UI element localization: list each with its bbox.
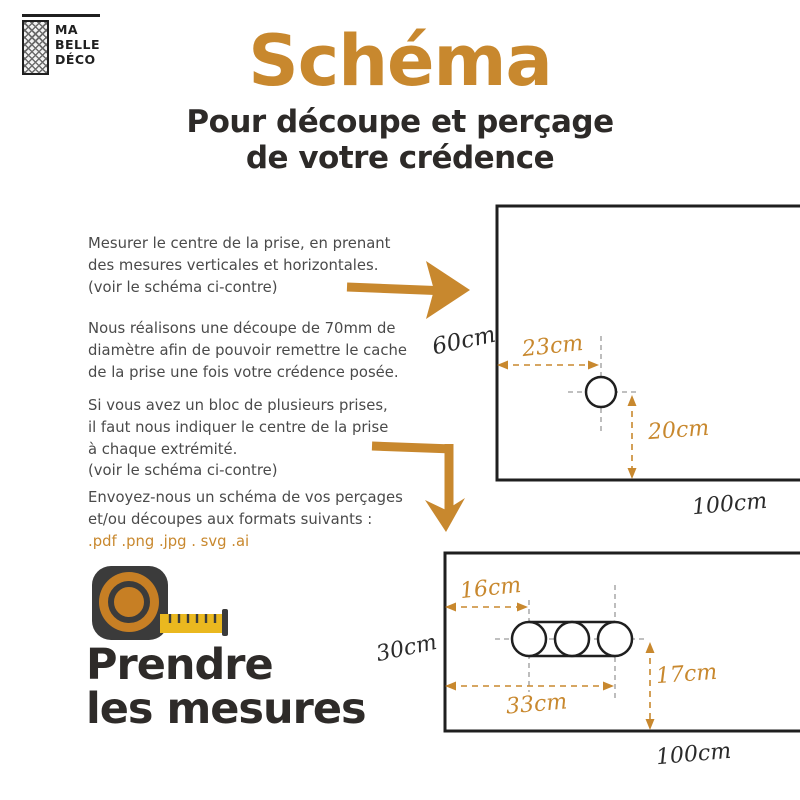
instruction-line: diamètre afin de pouvoir remettre le cache: [88, 341, 407, 359]
footer-heading-line1: Prendre: [86, 640, 273, 690]
instruction-line: il faut nous indiquer le centre de la prise: [88, 418, 389, 436]
dim-label-17cm: 17cm: [655, 659, 718, 690]
dimension-arrow-17cm: [646, 642, 655, 730]
dim-label-panel-width-top: 100cm: [691, 488, 769, 521]
instruction-line: à chaque extrémité.: [88, 440, 238, 458]
right-arrow-icon: [347, 261, 470, 319]
page-title: Schéma: [248, 20, 552, 102]
brand-line: BELLE: [54, 37, 100, 52]
socket-hole: [586, 377, 616, 407]
instruction-line: de la prise une fois votre crédence posée.: [88, 363, 399, 381]
socket-block: [512, 622, 632, 656]
instruction-line: (voir le schéma ci-contre): [88, 278, 278, 296]
dim-label-panel-width-bottom: 100cm: [655, 738, 733, 771]
dim-label-16cm: 16cm: [458, 572, 523, 605]
file-formats-list: .pdf .png .jpg . svg .ai: [88, 532, 250, 550]
instruction-line: et/ou découpes aux formats suivants :: [88, 510, 373, 528]
dim-label-23cm: 23cm: [520, 330, 585, 363]
dimension-arrow-16cm: [445, 603, 528, 612]
dimension-arrow-20cm: [628, 395, 637, 479]
brand-line: DÉCO: [54, 52, 96, 67]
elbow-down-arrow-icon: [372, 444, 465, 532]
page-subtitle-line1: Pour découpe et perçage: [186, 104, 614, 140]
instruction-line: Mesurer le centre de la prise, en prenant: [88, 235, 391, 252]
dim-label-panel-height-60: 60cm: [429, 321, 498, 361]
dim-label-20cm: 20cm: [647, 415, 710, 446]
page-subtitle-line2: de votre crédence: [245, 140, 555, 176]
instruction-line: Si vous avez un bloc de plusieurs prises,: [88, 397, 388, 414]
dim-label-panel-height-30: 30cm: [374, 629, 440, 668]
instruction-line: Envoyez-nous un schéma de vos perçages: [88, 489, 403, 506]
brand-line: MA: [54, 22, 79, 37]
instruction-line: Nous réalisons une découpe de 70mm de: [88, 320, 396, 337]
tape-measure-icon: [92, 566, 228, 640]
footer-heading-line2: les mesures: [86, 684, 366, 734]
dimension-arrow-23cm: [497, 361, 599, 370]
instruction-line: (voir le schéma ci-contre): [88, 462, 278, 480]
dim-label-33cm: 33cm: [505, 689, 569, 720]
instruction-line: des mesures verticales et horizontales.: [88, 256, 379, 274]
